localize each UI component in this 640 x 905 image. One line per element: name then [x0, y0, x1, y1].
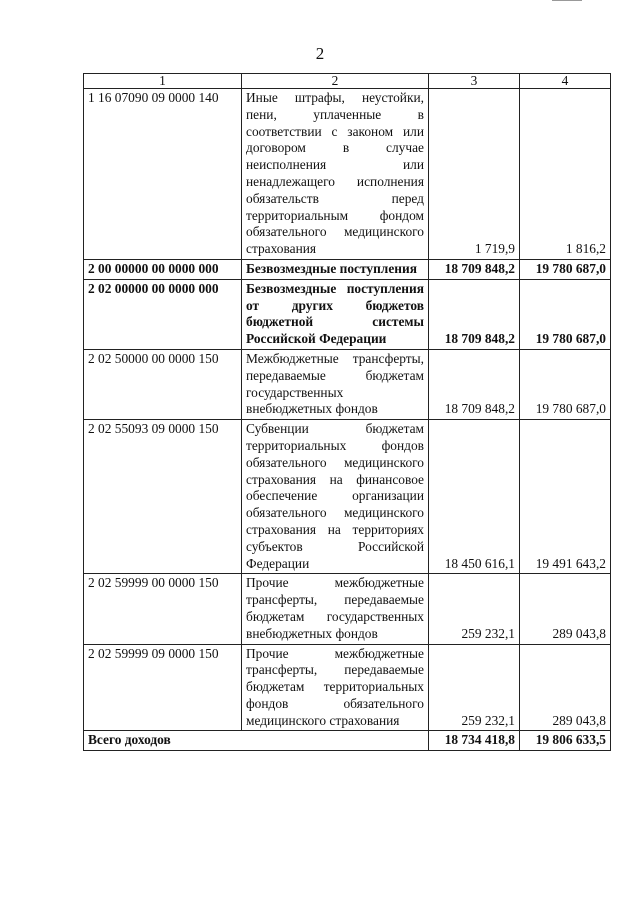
revenue-table — [83, 73, 611, 751]
value-col4: 19 491 643,2 — [520, 420, 611, 574]
table-row — [84, 420, 611, 574]
table-row — [84, 279, 611, 349]
row-description: Прочие межбюджетные трансферты, передаваемые бюджетам государственных внебюджетных фондов — [242, 574, 429, 644]
row-description: Субвенции бюджетам территориальных фондов обязательного медицинского страхования на финансовое обеспечение организации обязательного медицинского страхования на территориях субъектов Российской Федерации — [242, 420, 429, 574]
table-row — [84, 259, 611, 279]
row-description: Прочие межбюджетные трансферты, передаваемые бюджетам территориальных фондов обязательного медицинского страхования — [242, 644, 429, 731]
column-header: 4 — [520, 74, 611, 89]
value-col4: 19 780 687,0 — [520, 349, 611, 419]
budget-code: 2 02 59999 00 0000 150 — [84, 574, 242, 644]
row-description: Безвозмездные поступления — [242, 259, 429, 279]
budget-code: 2 00 00000 00 0000 000 — [84, 259, 242, 279]
value-col4: 289 043,8 — [520, 574, 611, 644]
value-col3: 18 450 616,1 — [429, 420, 520, 574]
total-row — [84, 731, 611, 751]
budget-code: 2 02 50000 00 0000 150 — [84, 349, 242, 419]
corner-scan-mark — [552, 0, 582, 4]
row-description: Межбюджетные трансферты, передаваемые бюджетам государственных внебюджетных фондов — [242, 349, 429, 419]
value-col4: 1 816,2 — [520, 89, 611, 260]
table-row — [84, 89, 611, 260]
column-header: 3 — [429, 74, 520, 89]
budget-code: 2 02 59999 09 0000 150 — [84, 644, 242, 731]
table-row — [84, 644, 611, 731]
total-col4: 19 806 633,5 — [520, 731, 611, 751]
total-col3: 18 734 418,8 — [429, 731, 520, 751]
value-col3: 18 709 848,2 — [429, 349, 520, 419]
budget-code: 2 02 00000 00 0000 000 — [84, 279, 242, 349]
column-header: 2 — [242, 74, 429, 89]
total-label: Всего доходов — [84, 731, 429, 751]
value-col4: 19 780 687,0 — [520, 279, 611, 349]
table-row — [84, 574, 611, 644]
column-header: 1 — [84, 74, 242, 89]
value-col4: 289 043,8 — [520, 644, 611, 731]
value-col3: 18 709 848,2 — [429, 259, 520, 279]
value-col4: 19 780 687,0 — [520, 259, 611, 279]
table-row — [84, 349, 611, 419]
row-description: Иные штрафы, неустойки, пени, уплаченные в соответствии с законом или договором в случае неисполнения или ненадлежащего исполнения обязательств перед территориальным фондом обязательного медицинского страхования — [242, 89, 429, 260]
page-number: 2 — [315, 44, 325, 63]
budget-code: 1 16 07090 09 0000 140 — [84, 89, 242, 260]
value-col3: 259 232,1 — [429, 644, 520, 731]
value-col3: 1 719,9 — [429, 89, 520, 260]
row-description: Безвозмездные поступления от других бюджетов бюджетной системы Российской Федерации — [242, 279, 429, 349]
value-col3: 18 709 848,2 — [429, 279, 520, 349]
value-col3: 259 232,1 — [429, 574, 520, 644]
budget-code: 2 02 55093 09 0000 150 — [84, 420, 242, 574]
header-row — [84, 74, 611, 89]
